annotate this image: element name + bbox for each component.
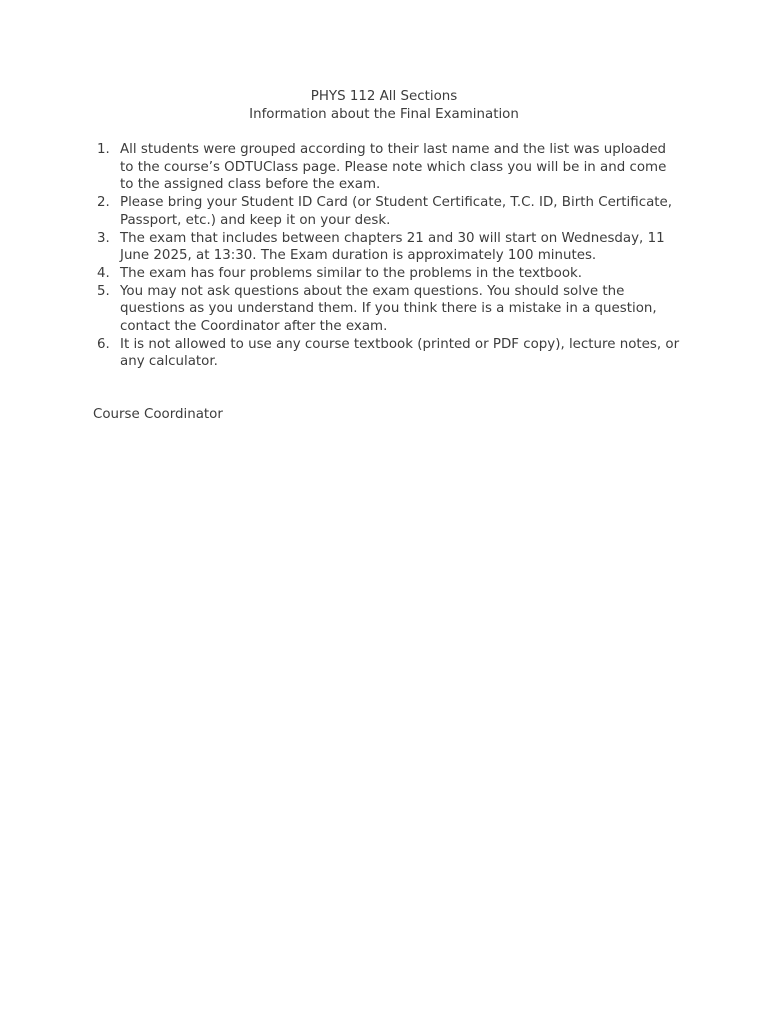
instructions-list (93, 141, 683, 371)
signature: Course Coordinator (93, 407, 223, 422)
list-item-number: 3. (97, 230, 110, 246)
list-item-text: Please bring your Student ID Card (or Student Certificate, T.C. ID, Birth Certificate, Passport, etc.) and keep it on your desk. (120, 195, 673, 228)
list-item (93, 283, 683, 336)
list-item-text: All students were grouped according to their last name and the list was uploaded to the course’s ODTUClass page. Please note which class you will be in and come to the assigned class before the exam. (120, 142, 667, 193)
list-item (93, 336, 683, 371)
list-item-number: 4. (97, 265, 110, 281)
list-item-text: The exam has four problems similar to the problems in the textbook. (120, 265, 583, 281)
list-item (93, 141, 683, 194)
list-item (93, 230, 683, 265)
list-item-text: The exam that includes between chapters 21 and 30 will start on Wednesday, 11 June 2025, at 13:30. The Exam duration is approximately 100 minutes. (120, 230, 665, 264)
list-item-text: You may not ask questions about the exam questions. You should solve the questions as you understand them. If you think there is a mistake in a question, contact the Coordinator after the exam. (120, 283, 657, 335)
document-title: PHYS 112 All Sections (310, 89, 458, 104)
list-item (93, 194, 683, 229)
list-item (93, 265, 683, 283)
document-subtitle: Information about the Final Examination (249, 106, 519, 122)
list-item-number: 2. (97, 195, 110, 211)
list-item-text: It is not allowed to use any course textbook (printed or PDF copy), lecture notes, or any calculator. (120, 336, 680, 370)
document-header (0, 88, 768, 123)
list-item-number: 6. (97, 336, 110, 352)
list-item-number: 1. (97, 142, 110, 157)
list-item-number: 5. (97, 283, 110, 299)
